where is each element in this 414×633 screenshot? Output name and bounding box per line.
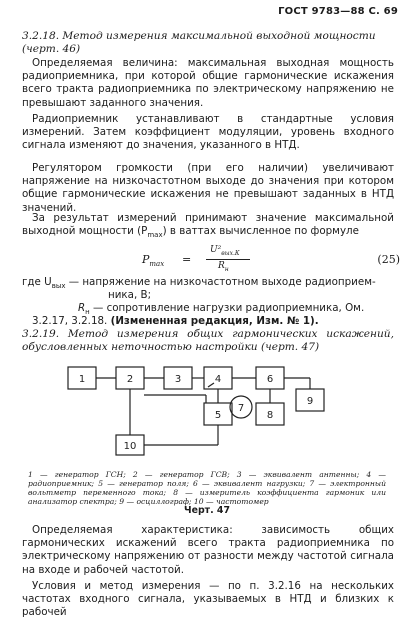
block-7-label: 7 <box>237 403 245 414</box>
formula-fraction-bar <box>206 259 250 260</box>
block-6-label: 6 <box>266 374 274 385</box>
section-3-2-18-title <box>22 30 394 56</box>
formula-numerator: $U^2_{вых.К}$ <box>210 245 240 257</box>
block-4-label: 4 <box>214 374 222 385</box>
pmax-subscript: max <box>147 231 163 240</box>
formula-equals: = <box>182 253 192 266</box>
formula-denominator: $R_н$ <box>218 261 229 273</box>
figure-caption: 1 — генератор ГСН; 2 — генератор ГСВ; 3 — эквивалент антенны; 4 — радиоприемник; 5 — генератор поля; 6 — эквивалент нагрузки; 7 — электронный вольтметр переменного тока; 8 — измеритель коэффициента гармоник или анализатор спектра; 9 — осциллограф; 10 — частотомер <box>28 469 386 507</box>
result-paragraph <box>22 212 394 242</box>
section-3-2-18-title-line1: 3.2.18. Метод измерения максимальной выходной мощности <box>22 30 376 42</box>
volume-paragraph: Регулятором громкости (при его наличии) увеличивают напряжение на низкочастотном выходе до значения при котором общие гармонические искажения не превышают заданных в НТД значений. <box>22 162 394 214</box>
block-diagram-47 <box>58 356 358 466</box>
where-line-2: ника, В; <box>108 289 152 301</box>
formula-25 <box>130 245 400 277</box>
block-9-label: 9 <box>306 396 314 407</box>
characteristic-paragraph: Определяемая характеристика: зависимость общих гармонических искажений всего тракта радиоприемника по электрическому напряжению от разности между частотой сигнала на входе и рабочей частотой. <box>22 524 394 576</box>
page-header: ГОСТ 9783—88 С. 69 <box>278 6 398 17</box>
result-text-end: ) в ваттах вычисленное по формуле <box>162 225 359 238</box>
definition-paragraph: Определяемая величина: максимальная выходная мощность радиоприемника, при которой общие гармонические искажения всего тракта радиоприемника по электрическому напряжению не превышают заданного значения. <box>22 57 394 109</box>
section-3-2-19-title: 3.2.19. Метод измерения общих гармонических искажений, обусловленных неточностью настройки (черт. 47) <box>22 328 394 354</box>
figure-title: Черт. 47 <box>184 505 230 516</box>
method-paragraph: Условия и метод измерения — по п. 3.2.16 на нескольких частотах входного сигнала, указываемых в НТД и близких к рабочей <box>22 580 394 619</box>
block-10-label: 10 <box>123 441 137 452</box>
block-8-label: 8 <box>266 410 274 421</box>
where-line-3: $R_н$ — сопротивление нагрузки радиоприемника, Ом. <box>78 302 365 317</box>
formula-lhs: $P_{max}$ <box>142 253 165 269</box>
result-text-start: За результат измерений принимают значение максимальной выходной мощности (P <box>22 212 394 238</box>
formula-number: (25) <box>377 253 400 266</box>
block-3-label: 3 <box>174 374 182 385</box>
block-5-label: 5 <box>214 410 222 421</box>
section-3-2-18-title-line2: (черт. 46) <box>22 43 81 56</box>
block-1-label: 1 <box>78 374 86 385</box>
conditions-paragraph: Радиоприемник устанавливают в стандартные условия измерений. Затем коэффициент модуляции, уровень входного сигнала изменяют до значения, указанного в НТД. <box>22 113 394 152</box>
where-line-1: где $U_{вых}$ — напряжение на низкочастотном выходе радиоприем- <box>22 276 376 291</box>
block-2-label: 2 <box>126 374 134 385</box>
amendment-note: 3.2.17, 3.2.18. (Измененная редакция, Изм. № 1). <box>32 315 319 327</box>
